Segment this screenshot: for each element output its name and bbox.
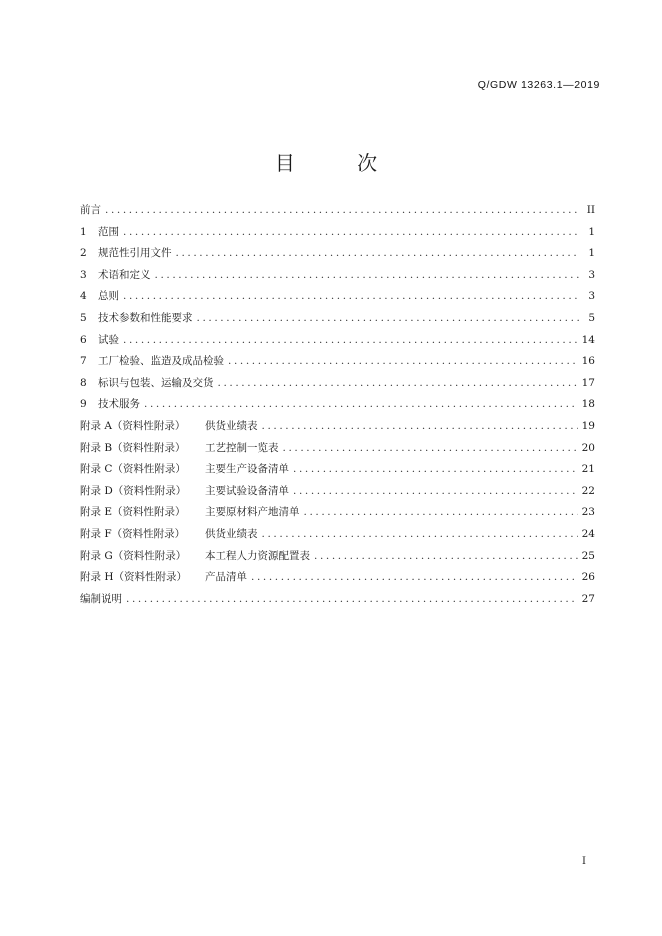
toc-dot-leader: [293, 459, 578, 481]
toc-page-number: 20: [581, 441, 595, 454]
toc-dot-leader: [105, 200, 579, 222]
toc-dot-leader: [155, 265, 580, 287]
toc-page-number: 25: [581, 549, 595, 562]
toc-page-number: 26: [581, 571, 595, 584]
toc-dot-leader: [228, 351, 578, 373]
toc-dot-leader: [283, 438, 578, 460]
toc-page-number: 19: [581, 419, 595, 432]
toc-entry-text: 本工程人力资源配置表: [205, 549, 310, 562]
toc-page-number: 21: [581, 463, 595, 476]
toc-entry-6[interactable]: [80, 330, 595, 352]
toc-entry-text: 主要原材料产地清单: [205, 506, 300, 519]
toc-entry-appendix-h[interactable]: [80, 567, 595, 589]
toc-entry-appendix-f[interactable]: [80, 524, 595, 546]
toc-entry-text: 工厂检验、监造及成品检验: [98, 355, 224, 368]
toc-dot-leader: [123, 330, 578, 352]
toc-appendix-label: 附录 A（资料性附录）: [80, 419, 186, 432]
toc-page-number: 17: [581, 376, 595, 389]
toc-entry-4[interactable]: [80, 286, 595, 308]
toc-page-number: 1: [588, 247, 595, 260]
toc-appendix-label: 附录 B（资料性附录）: [80, 441, 186, 454]
toc-entry-appendix-e[interactable]: [80, 502, 595, 524]
page-title: 目 次: [274, 151, 406, 175]
toc-entry-text: 产品清单: [205, 571, 247, 584]
toc-entry-number: 5: [80, 311, 87, 324]
toc-dot-leader: [262, 416, 578, 438]
toc-entry-number: 8: [80, 376, 87, 389]
toc-page-number: 1: [588, 225, 595, 238]
toc-dot-leader: [197, 308, 580, 330]
toc-dot-leader: [218, 373, 578, 395]
toc-page-number: 18: [581, 398, 595, 411]
toc-entry-appendix-d[interactable]: [80, 481, 595, 503]
toc-entry-number: 9: [80, 398, 87, 411]
toc-entry-text: 前言: [80, 204, 101, 216]
toc-entry-number: 1: [80, 225, 87, 238]
toc-dot-leader: [293, 481, 578, 503]
toc-entry-1[interactable]: [80, 222, 595, 244]
toc-page-number: 14: [581, 333, 595, 346]
toc-entry-7[interactable]: [80, 351, 595, 373]
toc-entry-2[interactable]: [80, 243, 595, 265]
toc-dot-leader: [262, 524, 578, 546]
toc-dot-leader: [314, 546, 578, 568]
toc-entry-text: 总则: [98, 290, 119, 303]
document-code: Q/GDW 13263.1—2019: [477, 79, 600, 91]
toc-page-number: 5: [588, 311, 595, 324]
table-of-contents: [80, 200, 595, 610]
toc-entry-compilation-notes[interactable]: [80, 589, 595, 611]
toc-entry-number: 2: [80, 247, 87, 260]
toc-page-number: 27: [581, 592, 595, 605]
toc-appendix-label: 附录 F（资料性附录）: [80, 527, 186, 540]
toc-appendix-label: 附录 G（资料性附录）: [80, 549, 187, 562]
toc-entry-text: 技术服务: [98, 398, 140, 411]
toc-entry-text: 试验: [98, 333, 119, 346]
toc-entry-text: 编制说明: [80, 592, 122, 605]
toc-page-number: 24: [581, 527, 595, 540]
toc-entry-9[interactable]: [80, 394, 595, 416]
toc-entry-number: 6: [80, 333, 87, 346]
toc-entry-appendix-b[interactable]: [80, 438, 595, 460]
toc-page-number: 16: [581, 355, 595, 368]
toc-entry-text: 术语和定义: [98, 268, 151, 281]
toc-entry-text: 技术参数和性能要求: [98, 311, 193, 324]
toc-dot-leader: [123, 286, 579, 308]
toc-appendix-label: 附录 E（资料性附录）: [80, 506, 186, 519]
toc-entry-5[interactable]: [80, 308, 595, 330]
toc-dot-leader: [123, 222, 579, 244]
toc-entry-text: 主要试验设备清单: [205, 484, 289, 497]
toc-entry-appendix-a[interactable]: [80, 416, 595, 438]
toc-page-number: 3: [588, 290, 595, 303]
toc-entry-appendix-c[interactable]: [80, 459, 595, 481]
toc-entry-text: 范围: [98, 225, 119, 238]
toc-entry-number: 3: [80, 268, 87, 281]
toc-appendix-label: 附录 D（资料性附录）: [80, 484, 187, 497]
toc-appendix-label: 附录 C（资料性附录）: [80, 463, 186, 476]
toc-page-number: II: [586, 204, 595, 216]
toc-entry-text: 供货业绩表: [205, 527, 258, 540]
toc-entry-text: 工艺控制一览表: [205, 441, 279, 454]
toc-entry-text: 标识与包装、运输及交货: [98, 376, 214, 389]
toc-page-number: 22: [581, 484, 595, 497]
toc-entry-text: 主要生产设备清单: [205, 463, 289, 476]
toc-entry-text: 规范性引用文件: [98, 247, 172, 260]
toc-dot-leader: [304, 502, 578, 524]
toc-page-number: 23: [581, 506, 595, 519]
toc-entry-foreword[interactable]: [80, 200, 595, 222]
toc-entry-8[interactable]: [80, 373, 595, 395]
toc-appendix-label: 附录 H（资料性附录）: [80, 571, 187, 584]
toc-dot-leader: [251, 567, 578, 589]
toc-dot-leader: [144, 394, 578, 416]
toc-entry-number: 4: [80, 290, 87, 303]
toc-page-number: 3: [588, 268, 595, 281]
toc-entry-number: 7: [80, 355, 87, 368]
toc-entry-text: 供货业绩表: [205, 419, 258, 432]
toc-dot-leader: [176, 243, 580, 265]
page-number: I: [582, 856, 586, 867]
toc-entry-appendix-g[interactable]: [80, 546, 595, 568]
toc-dot-leader: [126, 589, 578, 611]
toc-entry-3[interactable]: [80, 265, 595, 287]
